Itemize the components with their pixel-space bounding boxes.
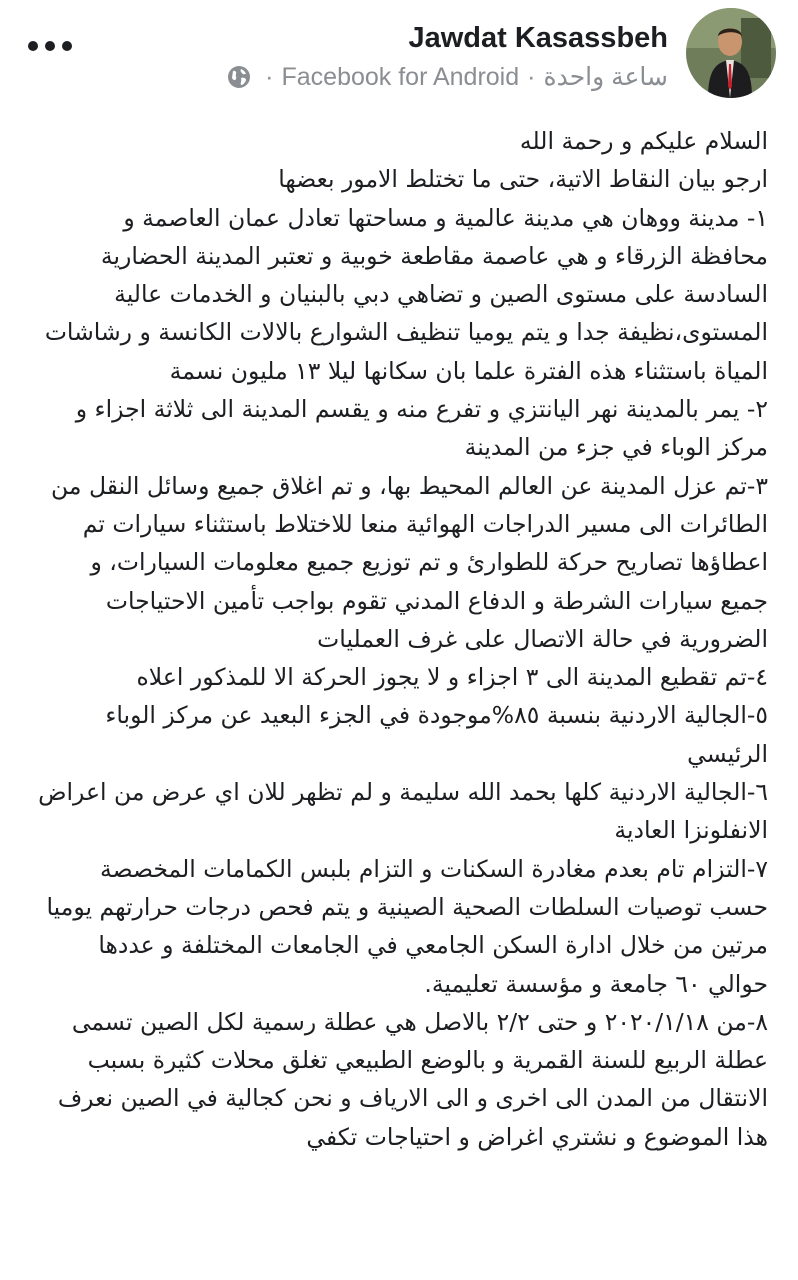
globe-icon (227, 65, 251, 89)
post-line: ارجو بيان النقاط الاتية، حتى ما تختلط الامور بعضها (278, 165, 768, 194)
post-header (0, 0, 798, 108)
post-point-1: ١- مدينة ووهان هي مدينة عالمية و مساحتها تعادل عمان العاصمة و محافظة الزرقاء و هي عاصمة مقاطعة خوبية و تعتبر المدينة الحضارية السادسة على مستوى الصين و تضاهي دبي بالبنيان و الخدمات عالية المستوى،نظيفة جدا و يتم يوميا تنظيف الشوارع بالالات الكانسة و رشاشات المياة باستثناء هذه الفترة علما بان سكانها ليلا ١٣ مليون نسمة (44, 203, 768, 385)
avatar-photo (686, 8, 776, 98)
author-name[interactable]: Jawdat Kasassbeh (408, 22, 668, 54)
meta-separator: · (265, 62, 274, 91)
more-dot (45, 41, 55, 51)
more-dot (62, 41, 72, 51)
post-point-4: ٤-تم تقطيع المدينة الى ٣ اجزاء و لا يجوز الحركة الا للمذكور اعلاه (136, 663, 768, 692)
more-options-button[interactable] (28, 32, 72, 60)
post-meta (227, 62, 668, 92)
post-line: السلام عليكم و رحمة الله (519, 127, 768, 155)
post-body (38, 122, 768, 1156)
more-dot (28, 41, 38, 51)
post-point-3: ٣-تم عزل المدينة عن العالم المحيط بها، و تم اغلاق جميع وسائل النقل من الطائرات الى مسير الدراجات الهوائية منعا للاختلاط باستثناء سيارات تم اعطاؤها تصاريح حركة للطوارئ و تم توزيع جميع معلومات السيارات، و جميع سيارات الشرطة و الدفاع المدني تقوم بواجب تأمين الاحتياجات الضرورية في حالة الاتصال على غرف العمليات (51, 471, 768, 653)
meta-separator: · (527, 62, 536, 91)
post-point-8: ٨-من ٢٠٢٠/١/١٨ و حتى ٢/٢ بالاصل هي عطلة رسمية لكل الصين تسمى عطلة الربيع للسنة القمرية و بالوضع الطبيعي تغلق محلات كثيرة بسبب الانتقال من المدن الى اخرى و الى الارياف و نحن كجالية في الصين نعرف هذا الموضوع و نشتري اغراض و احتياجات تكفي (57, 1007, 768, 1151)
post-timestamp[interactable]: ساعة واحدة (543, 63, 668, 91)
post-point-2: ٢- يمر بالمدينة نهر اليانتزي و تفرع منه و يقسم المدينة الى ثلاثة اجزاء و مركز الوباء في جزء من المدينة (75, 395, 768, 462)
post-point-5: ٥-الجالية الاردنية بنسبة ٨٥%موجودة في الجزء البعيد عن مركز الوباء الرئيسي (105, 701, 768, 768)
avatar[interactable] (686, 8, 776, 98)
post-point-6: ٦-الجالية الاردنية كلها بحمد الله سليمة و لم تظهر للان اي عرض من اعراض الانفلونزا العادية (38, 778, 768, 845)
post-source[interactable]: Facebook for Android (281, 62, 520, 91)
post-point-7: ٧-التزام تام بعدم مغادرة السكنات و التزام بلبس الكمامات المخصصة حسب توصيات السلطات الصحية الصينية و يتم فحص درجات حرارتهم يوميا مرتين من خلال ادارة السكن الجامعي في الجامعات المختلفة و عددها حوالي ٦٠ جامعة و مؤسسة تعليمية. (46, 854, 768, 998)
